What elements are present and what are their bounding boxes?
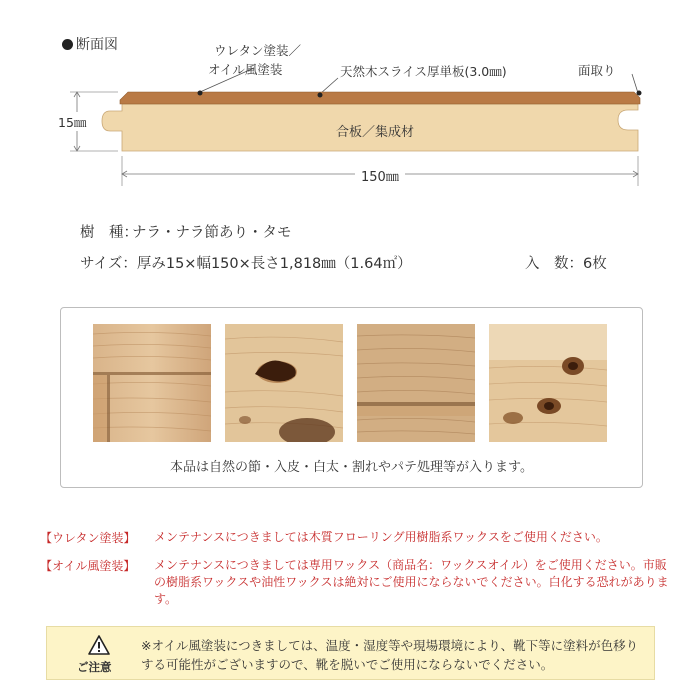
wood-sample-image: [93, 324, 211, 442]
spec-size-value: 厚み15×幅150×長さ1,818㎜（1.64㎡）: [136, 256, 412, 272]
spec-size-key: サイズ：: [80, 256, 137, 272]
section-title: [62, 34, 118, 54]
spec-quantity: [525, 252, 607, 273]
section-title-text: 断面図: [76, 37, 118, 53]
label-oil: オイル風塗装: [208, 62, 283, 77]
dot-chamfer: [637, 91, 642, 96]
spec-species: [80, 221, 292, 242]
spec-quantity-value: 6枚: [583, 256, 607, 272]
wood-sample-image: [225, 324, 343, 442]
wood-samples-panel: [60, 307, 643, 488]
label-chamfer: 面取り: [578, 63, 616, 78]
dot-veneer: [318, 93, 323, 98]
bullet-icon: [62, 39, 73, 50]
leader-veneer: [320, 78, 338, 94]
note-oil-tag: 【オイル風塗装】: [40, 559, 136, 573]
note-oil-text: メンテナンスにつきましては専用ワックス（商品名：ワックスオイル）をご使用ください。市販の樹脂系ワックスや油性ワックスは絶対にご使用にならないでください。白化する恐れがあります。: [154, 558, 669, 606]
spec-quantity-key: 入 数：: [525, 256, 583, 272]
spec-species-key: 樹 種：: [80, 225, 138, 241]
dot-coating: [198, 91, 203, 96]
caution-label: ご注意: [77, 660, 112, 674]
label-width: 150㎜: [355, 166, 405, 185]
label-core: 合板／集成材: [336, 125, 415, 140]
caution-text: ※オイル風塗装につきましては、温度・湿度等や現場環境により、靴下等に塗料が色移りする可能性がございますので、靴を脱いでご使用にならないでください。: [141, 638, 639, 672]
leader-chamfer: [632, 74, 638, 93]
warning-icon: [88, 635, 110, 655]
note-urethane-tag: 【ウレタン塗装】: [40, 531, 136, 545]
samples-caption: 本品は自然の節・入皮・白太・割れやパテ処理等が入ります。: [170, 460, 533, 475]
spec-size: [80, 252, 412, 273]
cross-section-diagram: [0, 0, 700, 200]
label-veneer: 天然木スライス厚単板(3.0㎜): [340, 64, 507, 79]
wood-sample-image: [357, 324, 475, 442]
label-urethane: ウレタン塗装／: [214, 43, 302, 58]
spec-species-value: ナラ・ナラ節あり・タモ: [132, 225, 292, 241]
caution-box: [46, 626, 655, 680]
wood-sample-image: [489, 324, 607, 442]
note-urethane-text: メンテナンスにつきましては木質フローリング用樹脂系ワックスをご使用ください。: [154, 530, 608, 544]
label-thickness: 15㎜: [58, 115, 87, 130]
